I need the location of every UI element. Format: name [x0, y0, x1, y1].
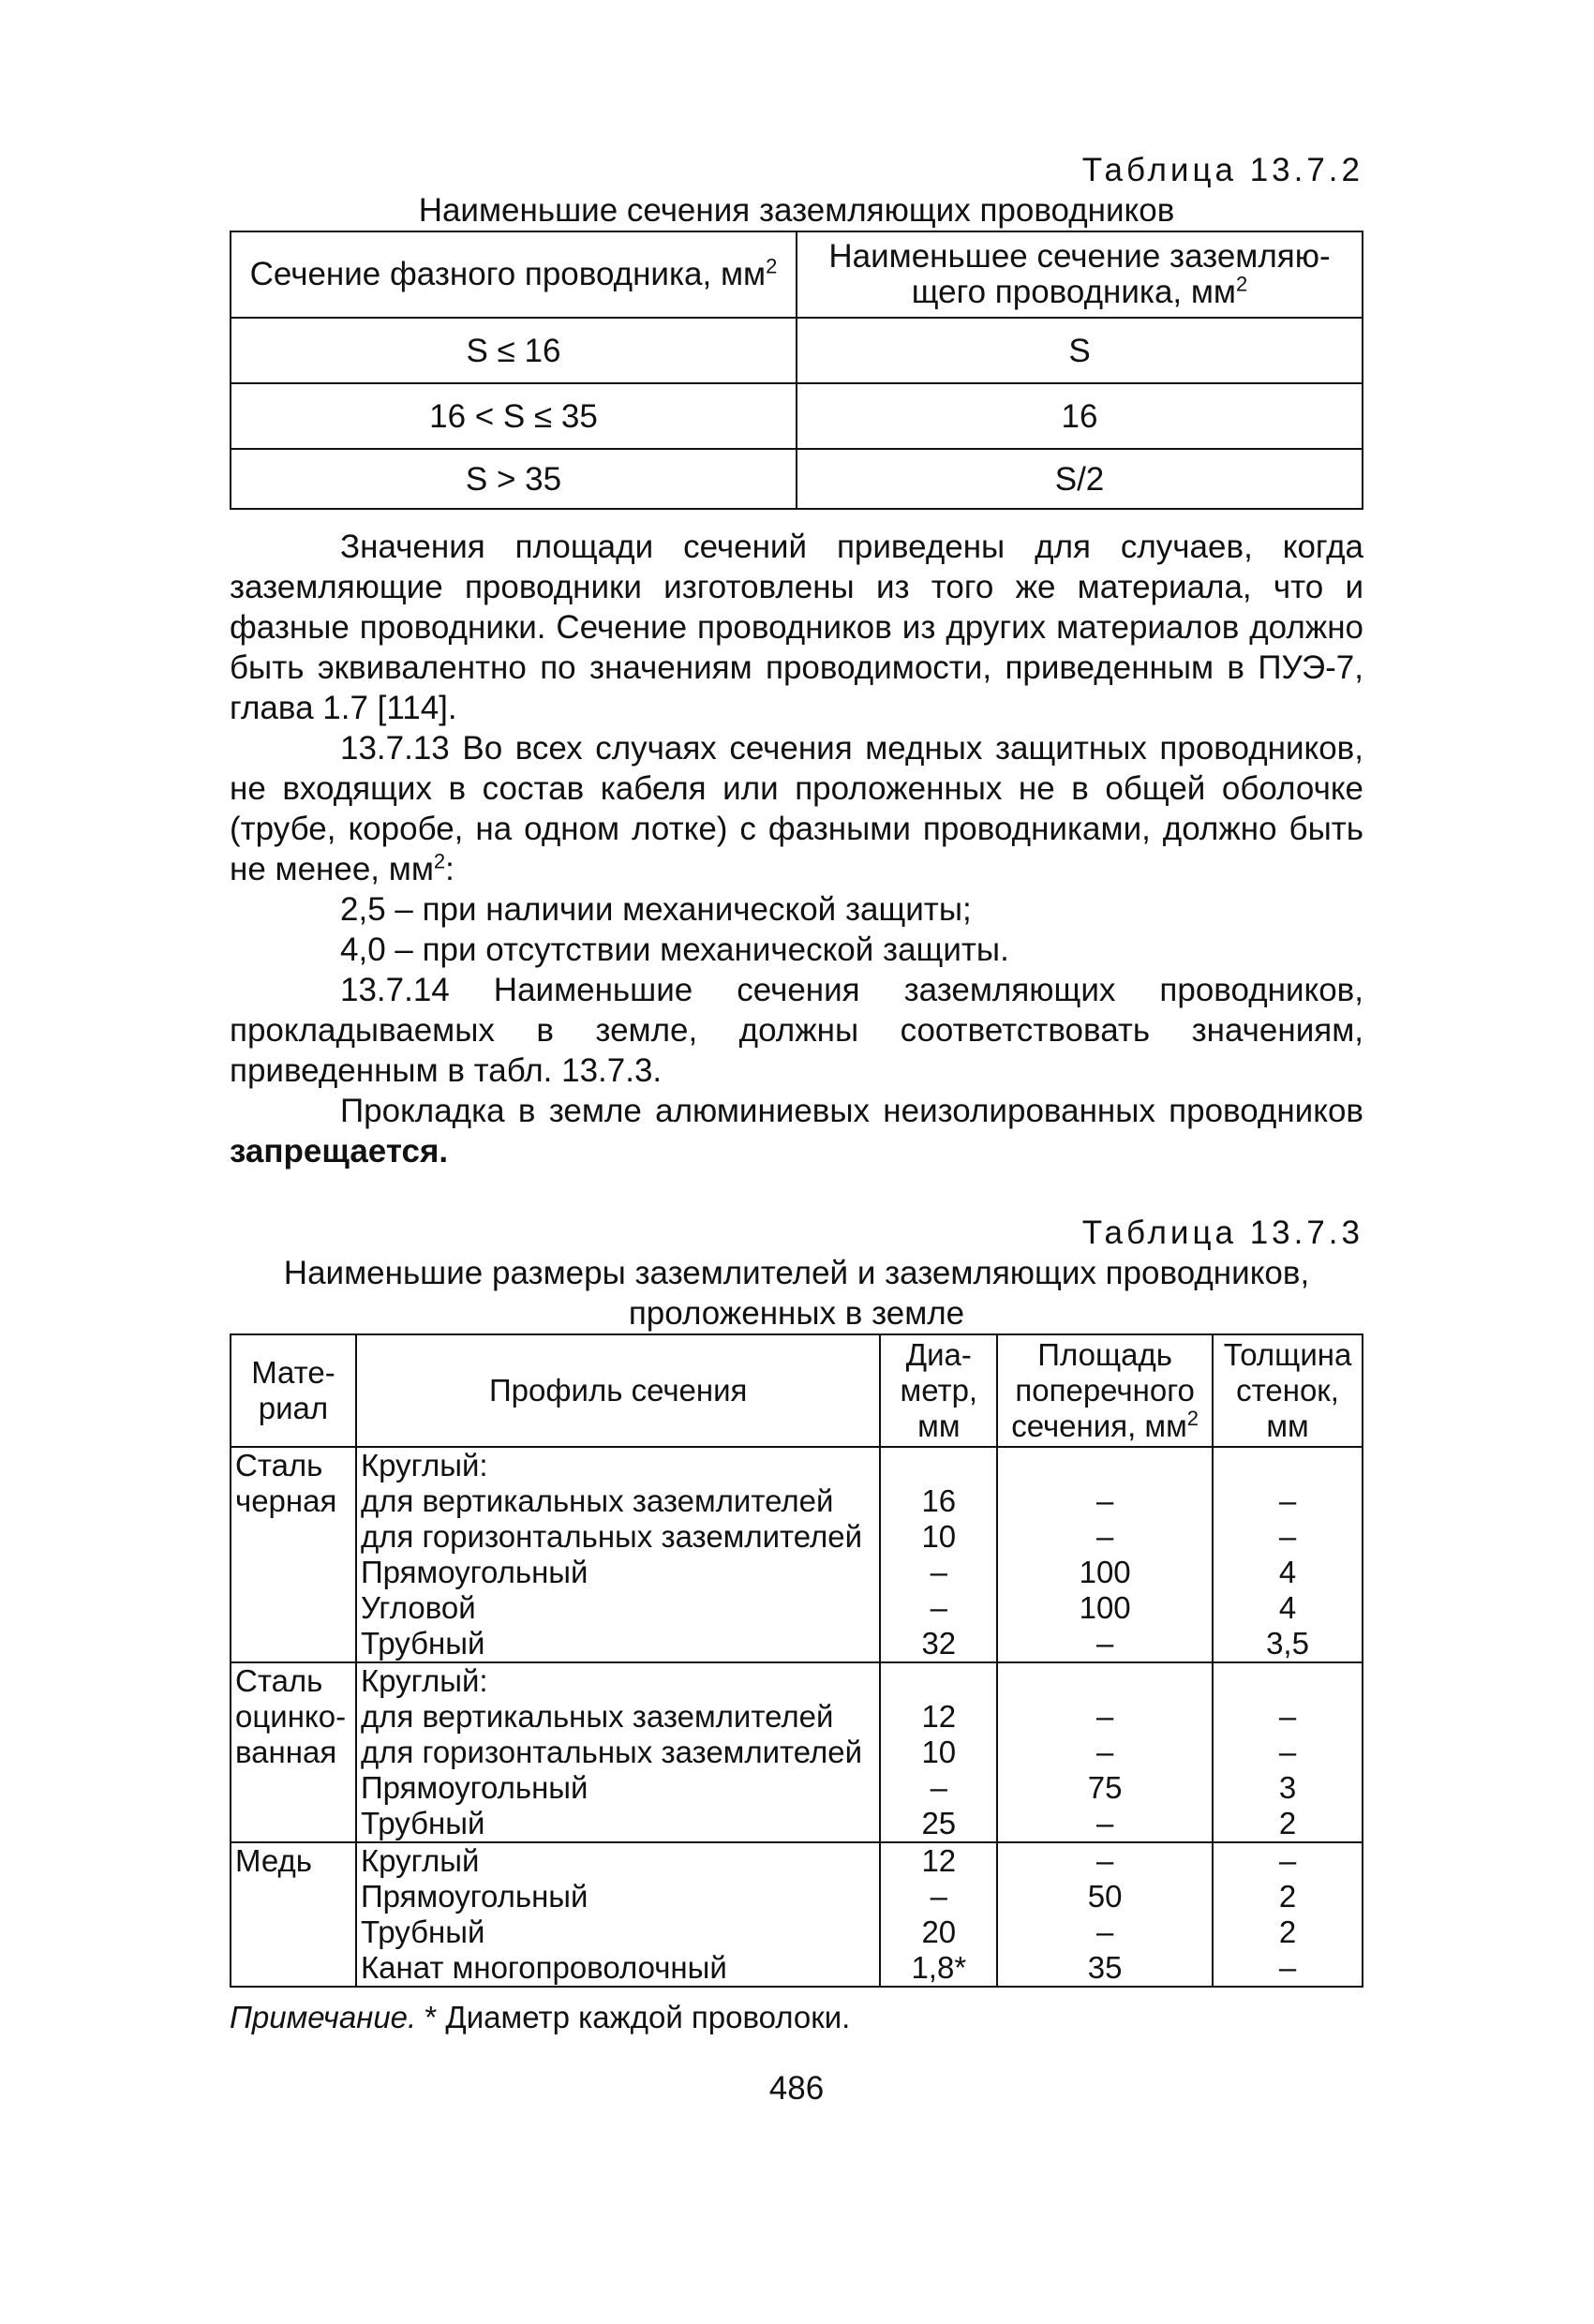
thickness-cell: – — [1213, 1519, 1363, 1555]
material-cell: Сталь черная — [231, 1447, 356, 1662]
table-cell: S > 35 — [231, 449, 797, 509]
profile-cell: Круглый: — [356, 1447, 880, 1483]
profile-cell: Прямоугольный — [356, 1879, 880, 1914]
table-cell: S ≤ 16 — [231, 318, 797, 383]
diameter-cell: 32 — [880, 1626, 997, 1662]
profile-cell: для вертикальных заземлителей — [356, 1699, 880, 1735]
profile-cell: Трубный — [356, 1806, 880, 1842]
diameter-cell: 10 — [880, 1735, 997, 1770]
area-cell — [997, 1447, 1213, 1483]
table-cell: 16 < S ≤ 35 — [231, 383, 797, 449]
table-row — [231, 1914, 1363, 1950]
table-row — [231, 1590, 1363, 1626]
table2-header-thickness: Толщина стенок, мм — [1213, 1334, 1363, 1447]
table-row — [231, 1662, 1363, 1699]
diameter-cell: 20 — [880, 1914, 997, 1950]
thickness-cell: – — [1213, 1699, 1363, 1735]
profile-cell: Трубный — [356, 1626, 880, 1662]
table2-header-profile: Профиль сечения — [356, 1334, 880, 1447]
area-cell: – — [997, 1626, 1213, 1662]
area-cell: – — [997, 1699, 1213, 1735]
page-number: 486 — [768, 2070, 825, 2107]
table1-label: Таблица 13.7.2 — [1081, 152, 1363, 188]
diameter-cell: – — [880, 1590, 997, 1626]
area-cell — [997, 1662, 1213, 1699]
table-footnote: Примечание. * Диаметр каждой проволоки. — [230, 2000, 851, 2034]
thickness-cell: 4 — [1213, 1590, 1363, 1626]
thickness-cell: 4 — [1213, 1555, 1363, 1590]
table-row — [231, 1842, 1363, 1879]
table-row — [231, 1555, 1363, 1590]
profile-cell: Канат многопроволочный — [356, 1950, 880, 1987]
list-item: 2,5 – при наличии механической защиты; — [340, 891, 972, 928]
area-cell: – — [997, 1735, 1213, 1770]
profile-cell: Круглый: — [356, 1662, 880, 1699]
table-13-7-3 — [230, 1333, 1363, 1988]
profile-cell: Круглый — [356, 1842, 880, 1879]
table-cell: S/2 — [797, 449, 1363, 509]
area-cell: 75 — [997, 1770, 1213, 1806]
diameter-cell: 12 — [880, 1699, 997, 1735]
table1-header-phase: Сечение фазного проводника, $мм^2$ — [231, 231, 797, 318]
diameter-cell — [880, 1447, 997, 1483]
area-cell: 35 — [997, 1950, 1213, 1987]
table-row — [231, 1770, 1363, 1806]
thickness-cell: 2 — [1213, 1806, 1363, 1842]
thickness-cell — [1213, 1447, 1363, 1483]
table2-title-line2: проложенных в земле — [628, 1295, 965, 1332]
thickness-cell — [1213, 1662, 1363, 1699]
material-cell: Медь — [231, 1842, 356, 1987]
document-page — [230, 150, 1363, 2141]
table2-header-diameter: Диа-метр, мм — [880, 1334, 997, 1447]
diameter-cell: – — [880, 1770, 997, 1806]
diameter-cell — [880, 1662, 997, 1699]
profile-cell: для горизонтальных заземлителей — [356, 1519, 880, 1555]
table2-label: Таблица 13.7.3 — [1081, 1214, 1363, 1251]
table-row — [231, 1519, 1363, 1555]
thickness-cell: 3,5 — [1213, 1626, 1363, 1662]
profile-cell: для горизонтальных заземлителей — [356, 1735, 880, 1770]
thickness-cell: – — [1213, 1735, 1363, 1770]
profile-cell: Прямоугольный — [356, 1555, 880, 1590]
table-row — [231, 1950, 1363, 1987]
table-row — [231, 1483, 1363, 1519]
paragraph-aluminium-ban: Прокладка в земле алюминиевых неизолированных проводников запрещается. — [230, 1093, 1363, 1169]
thickness-cell: – — [1213, 1483, 1363, 1519]
table2-header-material: Мате-риал — [231, 1334, 356, 1447]
table-row — [231, 1699, 1363, 1735]
table-cell: S — [797, 318, 1363, 383]
area-cell: 50 — [997, 1879, 1213, 1914]
table-row — [231, 1626, 1363, 1662]
paragraph-13-7-13: 13.7.13 Во всех случаях сечения медных защитных проводников, не входящих в состав кабеля или проложенных не в общей оболочке (трубе, коробе, на одном лотке) с фазными проводниками, должно быть не менее, $мм^2$: — [230, 730, 1363, 887]
table-row — [231, 383, 1363, 449]
profile-cell: Трубный — [356, 1914, 880, 1950]
table-cell: 16 — [797, 383, 1363, 449]
table-row — [231, 449, 1363, 509]
diameter-cell: 25 — [880, 1806, 997, 1842]
area-cell: – — [997, 1914, 1213, 1950]
table-row — [231, 318, 1363, 383]
table2-header-area: Площадь поперечного сечения, $мм^2$ — [997, 1334, 1213, 1447]
table1-header-ground: Наименьшее сечение заземляю-щего проводника, $мм^2$ — [797, 231, 1363, 318]
area-cell: 100 — [997, 1590, 1213, 1626]
profile-cell: для вертикальных заземлителей — [356, 1483, 880, 1519]
thickness-cell: – — [1213, 1842, 1363, 1879]
paragraph-section-note: Значения площади сечений приведены для случаев, когда заземляющие проводники изготовлены из того же материала, что и фазные проводники. Сечение проводников из других материалов должно быть эквивалентно по значениям проводимости, приведенным в ПУЭ-7, глава 1.7 [114]. — [230, 529, 1363, 726]
thickness-cell: – — [1213, 1950, 1363, 1987]
material-cell: Сталь оцинко-ванная — [231, 1662, 356, 1842]
area-cell: 100 — [997, 1555, 1213, 1590]
area-cell: – — [997, 1842, 1213, 1879]
list-item: 4,0 – при отсутствии механической защиты. — [340, 931, 1009, 968]
diameter-cell: – — [880, 1879, 997, 1914]
profile-cell: Угловой — [356, 1590, 880, 1626]
table-13-7-2 — [230, 231, 1363, 510]
thickness-cell: 2 — [1213, 1879, 1363, 1914]
thickness-cell: 3 — [1213, 1770, 1363, 1806]
table1-title: Наименьшие сечения заземляющих проводников — [418, 192, 1175, 229]
table-row — [231, 1735, 1363, 1770]
bold-warning: запрещается. — [230, 1133, 449, 1169]
diameter-cell: 16 — [880, 1483, 997, 1519]
thickness-cell: 2 — [1213, 1914, 1363, 1950]
table-row — [231, 1806, 1363, 1842]
area-cell: – — [997, 1519, 1213, 1555]
area-cell: – — [997, 1483, 1213, 1519]
diameter-cell: 1,8* — [880, 1950, 997, 1987]
diameter-cell: – — [880, 1555, 997, 1590]
table2-title-line1: Наименьшие размеры заземлителей и заземляющих проводников, — [283, 1255, 1310, 1291]
area-cell: – — [997, 1806, 1213, 1842]
table-row — [231, 1447, 1363, 1483]
table-row — [231, 1879, 1363, 1914]
paragraph-13-7-14: 13.7.14 Наименьшие сечения заземляющих проводников, прокладываемых в земле, должны соответствовать значениям, приведенным в табл. 13.7.3. — [230, 972, 1363, 1089]
diameter-cell: 12 — [880, 1842, 997, 1879]
profile-cell: Прямоугольный — [356, 1770, 880, 1806]
diameter-cell: 10 — [880, 1519, 997, 1555]
